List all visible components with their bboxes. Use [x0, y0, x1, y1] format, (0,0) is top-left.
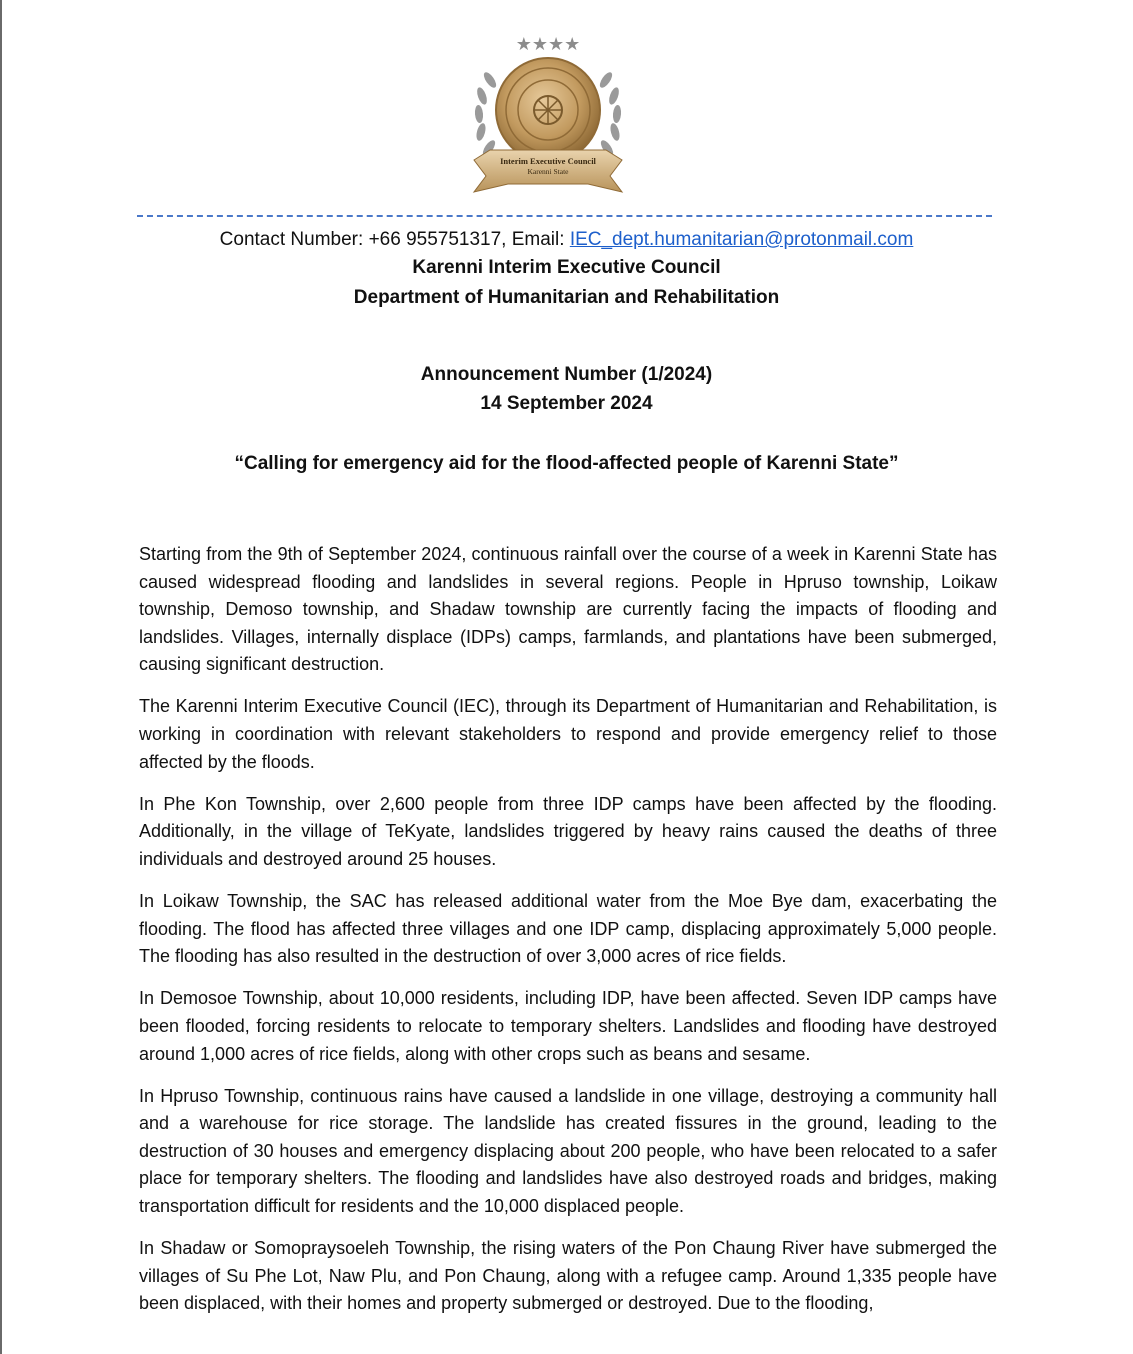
paragraph: In Shadaw or Somopraysoeleh Township, the rising waters of the Pon Chaung River have submerged the villages of Su Phe Lot, Naw Plu, and Pon Chaung, along with a refugee camp. Around 1,335 people have been displaced, with their homes and property submerged or destroyed. Due to the flooding, [139, 1238, 997, 1314]
department-name: Department of Humanitarian and Rehabilitation [353, 287, 780, 308]
announcement-body [139, 541, 997, 1332]
seal-stars: ★★★★ [515, 34, 581, 55]
announcement-title: “Calling for emergency aid for the flood-affected people of Karenni State” [234, 453, 899, 474]
contact-prefix: Contact Number: +66 955751317, Email: [219, 229, 570, 250]
paragraph: In Loikaw Township, the SAC has released additional water from the Moe Bye dam, exacerbating the flooding. The flood has affected three villages and one IDP camp, displacing approximately 5,000 people. The flooding has also resulted in the destruction of over 3,000 acres of rice fields. [139, 891, 997, 967]
iec-seal-logo [470, 32, 626, 194]
paragraph: The Karenni Interim Executive Council (IEC), through its Department of Humanitarian and Rehabilitation, is working in coordination with relevant stakeholders to respond and provide emergency relief to those affected by the floods. [139, 696, 997, 772]
header-divider [137, 215, 992, 217]
paragraph: In Phe Kon Township, over 2,600 people from three IDP camps have been affected by the flooding. Additionally, in the village of TeKyate, landslides triggered by heavy rains caused the deaths of three individuals and destroyed around 25 houses. [139, 793, 997, 869]
email-link[interactable]: IEC_dept.humanitarian@protonmail.com [569, 229, 914, 250]
org-name: Karenni Interim Executive Council [412, 257, 721, 278]
announcement-number: Announcement Number (1/2024) [420, 364, 713, 385]
seal-ribbon-line2: Karenni State [527, 167, 569, 176]
seal-ribbon-line1: Interim Executive Council [500, 156, 596, 166]
paragraph: In Hpruso Township, continuous rains have caused a landslide in one village, destroying a community hall and a warehouse for rice storage. The landslide has created fissures in the ground, leading to the destruction of 30 houses and emergency displacing about 200 people, who have been relocated to a safer place for temporary shelters. The flooding and landslides have also destroyed roads and bridges, making transportation difficult for residents and the 10,000 displaced people. [139, 1085, 997, 1216]
contact-line [0, 228, 1133, 252]
page-left-border [0, 0, 2, 1354]
paragraph: Starting from the 9th of September 2024, continuous rainfall over the course of a week in Karenni State has caused widespread flooding and landslides in several regions. People in Hpruso township, Loikaw township, Demoso township, and Shadaw township are currently facing the impacts of flooding and landslides. Villages, internally displace (IDPs) camps, farmlands, and plantations have been submerged, causing significant destruction. [139, 544, 997, 675]
laurel-right-icon [598, 70, 622, 157]
paragraph: In Demosoe Township, about 10,000 residents, including IDP, have been affected. Seven IDP camps have been flooded, forcing residents to relocate to temporary shelters. Landslides and flooding have destroyed around 1,000 acres of rice fields, along with other crops such as beans and sesame. [139, 988, 997, 1064]
announcement-date: 14 September 2024 [480, 393, 653, 414]
laurel-left-icon [474, 70, 498, 157]
